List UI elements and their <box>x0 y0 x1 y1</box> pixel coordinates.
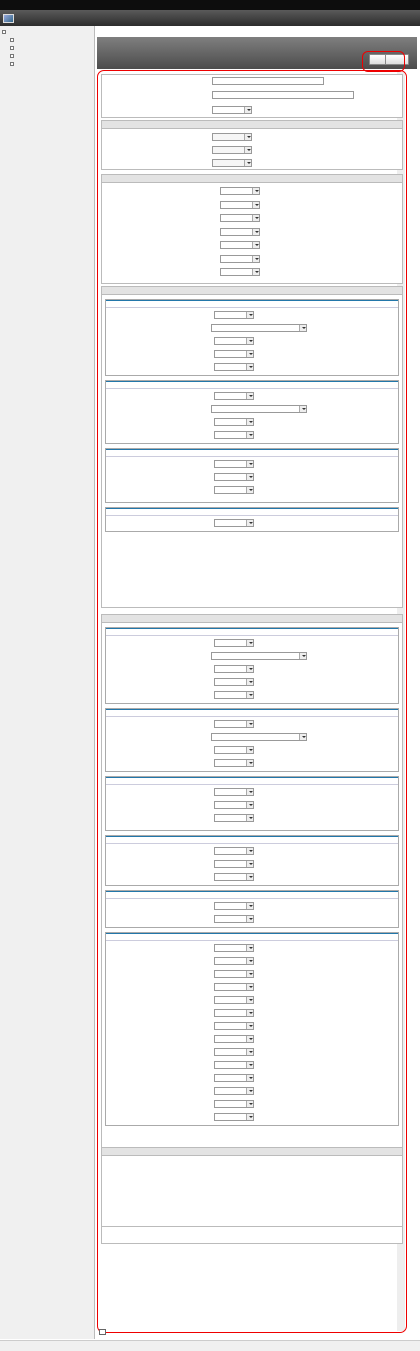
subsection-scan <box>105 890 399 928</box>
chevron-down-icon <box>244 160 251 166</box>
limit-select[interactable] <box>214 460 254 468</box>
function-details <box>101 286 403 608</box>
sidebar-item-preferences[interactable] <box>2 53 92 58</box>
limit-select[interactable] <box>214 639 254 647</box>
category-select[interactable] <box>220 214 260 222</box>
chevron-down-icon <box>246 640 253 646</box>
limit-select[interactable] <box>214 957 254 965</box>
chevron-down-icon <box>246 916 253 922</box>
limit-select[interactable] <box>214 759 254 767</box>
limit-select[interactable] <box>214 1022 254 1030</box>
chevron-down-icon <box>246 666 253 672</box>
main-content <box>99 72 405 1331</box>
category-select[interactable] <box>220 187 260 195</box>
chevron-down-icon <box>252 256 259 262</box>
application-limits <box>101 1147 403 1227</box>
limit-select[interactable] <box>214 1061 254 1069</box>
app-header <box>0 10 420 26</box>
limit-select[interactable] <box>214 665 254 673</box>
subsection-save <box>105 380 399 444</box>
limit-select[interactable] <box>214 1087 254 1095</box>
limit-select[interactable] <box>214 746 254 754</box>
limit-select[interactable] <box>214 311 254 319</box>
page-header <box>97 37 417 69</box>
limit-select[interactable] <box>214 847 254 855</box>
top-bar <box>0 0 420 10</box>
limit-select[interactable] <box>214 678 254 686</box>
back-to-top-icon[interactable] <box>99 1329 106 1335</box>
chevron-down-icon <box>246 1036 253 1042</box>
chevron-down-icon <box>246 1010 253 1016</box>
chevron-down-icon <box>246 848 253 854</box>
chevron-down-icon <box>244 147 251 153</box>
sidebar-item-users[interactable] <box>2 37 92 42</box>
chevron-down-icon <box>252 215 259 221</box>
chevron-down-icon <box>246 1101 253 1107</box>
limit-select[interactable] <box>214 431 254 439</box>
comment-input[interactable] <box>212 91 354 99</box>
chevron-down-icon <box>246 747 253 753</box>
category-limits <box>101 174 403 284</box>
section-title <box>102 615 402 623</box>
limit-select[interactable] <box>214 418 254 426</box>
section-title <box>102 121 402 129</box>
device-limit-select[interactable] <box>212 146 252 154</box>
chevron-down-icon <box>244 107 251 113</box>
limit-select[interactable] <box>214 788 254 796</box>
chevron-down-icon <box>246 432 253 438</box>
subsection-title <box>106 836 398 844</box>
subsection-copy <box>105 507 399 532</box>
limit-select[interactable] <box>211 324 307 332</box>
chevron-down-icon <box>299 653 306 659</box>
chevron-down-icon <box>246 338 253 344</box>
subsection-title <box>106 891 398 899</box>
subsection-title <box>106 300 398 308</box>
chevron-down-icon <box>246 997 253 1003</box>
folder-icon <box>2 30 6 34</box>
section-title <box>102 175 402 183</box>
subsection-title <box>106 933 398 941</box>
limit-select[interactable] <box>211 733 307 741</box>
subsection-mem <box>105 776 399 831</box>
chevron-down-icon <box>246 692 253 698</box>
chevron-down-icon <box>246 1088 253 1094</box>
limit-select[interactable] <box>214 983 254 991</box>
info-icon <box>10 62 14 66</box>
chevron-down-icon <box>246 1049 253 1055</box>
limit-select[interactable] <box>214 350 254 358</box>
limit-select[interactable] <box>214 801 254 809</box>
chevron-down-icon <box>252 269 259 275</box>
limit-select[interactable] <box>214 873 254 881</box>
category-select[interactable] <box>220 241 260 249</box>
chevron-down-icon <box>299 734 306 740</box>
chevron-down-icon <box>246 312 253 318</box>
cancel-button[interactable] <box>385 54 409 65</box>
subsection-title <box>106 709 398 717</box>
role-name-input[interactable] <box>212 77 324 85</box>
chevron-down-icon <box>246 789 253 795</box>
chevron-down-icon <box>246 520 253 526</box>
subsection-title <box>106 449 398 457</box>
chevron-down-icon <box>246 958 253 964</box>
user-icon <box>10 38 14 42</box>
limit-select[interactable] <box>214 486 254 494</box>
chevron-down-icon <box>246 721 253 727</box>
subsection-save <box>105 708 399 772</box>
sidebar-item-service-info[interactable] <box>2 61 92 66</box>
chevron-down-icon <box>299 325 306 331</box>
limit-select[interactable] <box>214 363 254 371</box>
chevron-down-icon <box>246 945 253 951</box>
chevron-down-icon <box>246 903 253 909</box>
chevron-down-icon <box>246 351 253 357</box>
settings-icon <box>10 54 14 58</box>
category-select[interactable] <box>220 255 260 263</box>
chevron-down-icon <box>246 815 253 821</box>
role-icon <box>10 46 14 50</box>
chevron-down-icon <box>246 1023 253 1029</box>
chevron-down-icon <box>246 802 253 808</box>
subsection-print <box>105 299 399 376</box>
sidebar-item-user-management[interactable] <box>2 29 92 34</box>
base-role-select[interactable] <box>212 106 252 114</box>
chevron-down-icon <box>246 419 253 425</box>
chevron-down-icon <box>246 364 253 370</box>
category-select[interactable] <box>220 268 260 276</box>
chevron-down-icon <box>246 1062 253 1068</box>
chevron-down-icon <box>246 679 253 685</box>
subsection-title <box>106 381 398 389</box>
limit-select[interactable] <box>214 860 254 868</box>
sidebar-item-roles[interactable] <box>2 45 92 50</box>
chevron-down-icon <box>246 874 253 880</box>
limit-select[interactable] <box>214 814 254 822</box>
device-limit-select[interactable] <box>212 133 252 141</box>
subsection-title <box>106 508 398 516</box>
limit-select[interactable] <box>214 337 254 345</box>
limit-select[interactable] <box>214 720 254 728</box>
chevron-down-icon <box>246 984 253 990</box>
subsection-title <box>106 628 398 636</box>
limit-select[interactable] <box>214 996 254 1004</box>
limit-select[interactable] <box>214 691 254 699</box>
subsection-print <box>105 627 399 704</box>
chevron-down-icon <box>252 188 259 194</box>
subsection-title <box>106 777 398 785</box>
device-limit-select[interactable] <box>212 159 252 167</box>
subsection-copy <box>105 835 399 886</box>
limit-select[interactable] <box>214 944 254 952</box>
chevron-down-icon <box>244 134 251 140</box>
limit-select[interactable] <box>214 1009 254 1017</box>
chevron-down-icon <box>246 861 253 867</box>
chevron-down-icon <box>246 474 253 480</box>
limit-select[interactable] <box>214 915 254 923</box>
subsection-mem <box>105 448 399 503</box>
basic-settings <box>101 74 403 118</box>
limit-select[interactable] <box>214 392 254 400</box>
footer <box>0 1340 420 1351</box>
chevron-down-icon <box>246 487 253 493</box>
chevron-down-icon <box>246 760 253 766</box>
limit-select[interactable] <box>214 1035 254 1043</box>
subsection-send <box>105 932 399 1126</box>
limit-select[interactable] <box>214 1074 254 1082</box>
sidebar <box>0 26 95 1339</box>
limit-select[interactable] <box>214 1100 254 1108</box>
section-title <box>102 1148 402 1156</box>
device-limits <box>101 120 403 170</box>
limit-select[interactable] <box>211 652 307 660</box>
limit-select[interactable] <box>211 405 307 413</box>
chevron-down-icon <box>246 461 253 467</box>
breadcrumb <box>97 27 417 35</box>
app-logo-icon <box>3 14 14 23</box>
chevron-down-icon <box>252 229 259 235</box>
chevron-down-icon <box>246 971 253 977</box>
limit-select[interactable] <box>214 1113 254 1121</box>
chevron-down-icon <box>299 406 306 412</box>
limit-select[interactable] <box>214 519 254 527</box>
limit-select[interactable] <box>214 1048 254 1056</box>
limit-select[interactable] <box>214 473 254 481</box>
category-select[interactable] <box>220 201 260 209</box>
chevron-down-icon <box>252 202 259 208</box>
chevron-down-icon <box>246 1075 253 1081</box>
category-select[interactable] <box>220 228 260 236</box>
limit-select[interactable] <box>214 970 254 978</box>
limit-select[interactable] <box>214 902 254 910</box>
section-title <box>102 287 402 295</box>
chevron-down-icon <box>252 242 259 248</box>
chevron-down-icon <box>246 1114 253 1120</box>
chevron-down-icon <box>246 393 253 399</box>
